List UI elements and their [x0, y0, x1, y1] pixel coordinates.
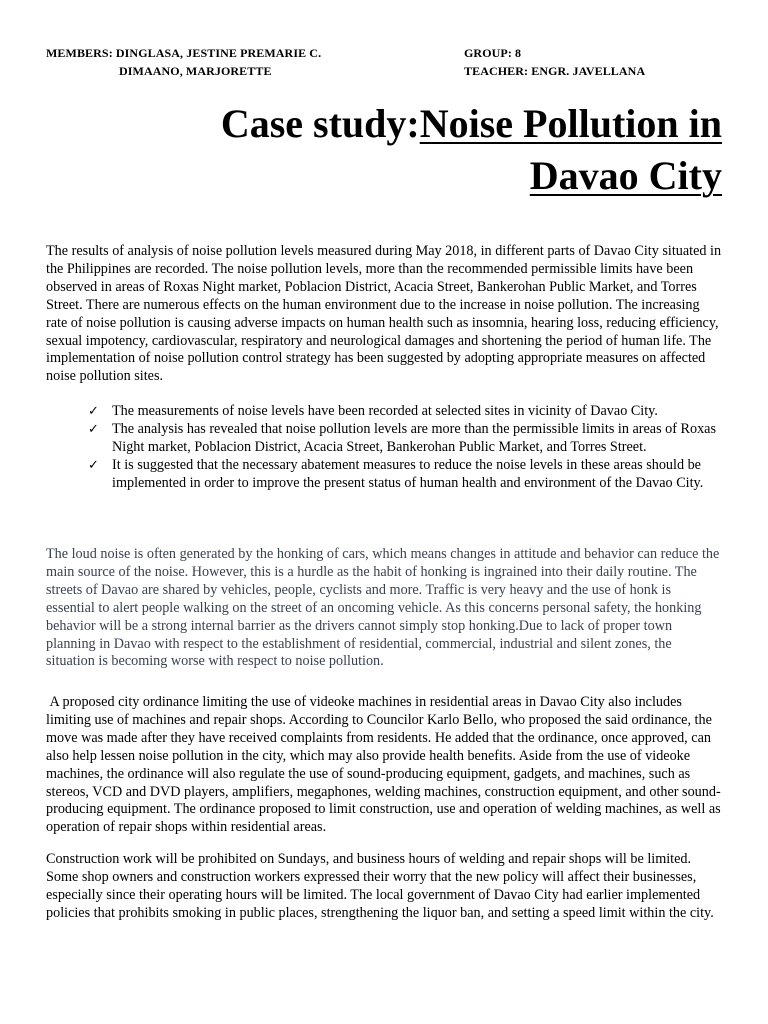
checklist-item-text: It is suggested that the necessary abatement measures to reduce the noise levels in these areas should be implemented in order to improve the present status of human health and environment of the Davao City.	[112, 456, 704, 491]
members-line-1: MEMBERS: DINGLASA, JESTINE PREMARIE C.	[46, 46, 322, 60]
page-title	[221, 98, 722, 202]
group-label: GROUP: 8	[464, 46, 522, 60]
checklist-item	[88, 457, 718, 493]
title-underlined-2: Davao City	[529, 153, 722, 198]
teacher-label: TEACHER: ENGR. JAVELLANA	[464, 64, 646, 78]
honking-paragraph: The loud noise is often generated by the honking of cars, which means changes in attitude and behavior can reduce the main source of the noise. However, this is a hurdle as the habit of honking is ingrained into their daily routine. The streets of Davao are shared by vehicles, people, cyclists and more. Traffic is very heavy and the use of honk is essential to alert people walking on the street of an oncoming vehicle. As this concerns personal safety, the honking behavior will be a strong internal barrier as the drivers cannot simply stop honking.Due to lack of proper town planning in Davao with respect to the establishment of residential, commercial, industrial and silent zones, the situation is becoming worse with respect to noise pollution.	[46, 546, 720, 670]
checkmark-icon: ✓	[88, 457, 99, 473]
ordinance-text: A proposed city ordinance limiting the use of videoke machines in residential areas in Davao City also includes limiting use of machines and repair shops. According to Councilor Karlo Bello, who proposed the said ordinance, the move was made after they have received complaints from residents. He added that the ordinance, once approved, can also help lessen noise pollution in the city, which may also provide health benefits. Aside from the use of videoke machines, the ordinance will also regulate the use of sound-producing equipment, gadgets, and machines, such as stereos, VCD and DVD players, amplifiers, megaphones, welding machines, construction equipment, and other sound-producing equipment. The ordinance proposed to limit construction, use and operation of welding machines, as well as operation of repair shops within residential areas.	[46, 694, 721, 836]
checklist-item	[88, 421, 718, 457]
title-prefix: Case study:	[220, 101, 420, 146]
checklist-item-text: The measurements of noise levels have been recorded at selected sites in vicinity of Davao City.	[112, 403, 658, 419]
title-underlined-1: Noise Pollution in	[419, 101, 722, 146]
members-block	[46, 44, 321, 80]
checkmark-icon: ✓	[88, 404, 99, 419]
findings-checklist	[88, 403, 718, 493]
members-line-2: DIMAANO, MARJORETTE	[119, 64, 272, 78]
checklist-item-text: The analysis has revealed that noise pollution levels are more than the permissible limits in areas of Roxas Night market, Poblacion District, Acacia Street, Bankerohan Public Market, and Torres Street.	[112, 420, 716, 455]
ordinance-paragraph	[46, 694, 722, 837]
construction-paragraph: Construction work will be prohibited on Sundays, and business hours of welding and repair shops will be limited. Some shop owners and construction workers expressed their worry that the new policy will affect their businesses, especially since their operating hours will be limited. The local government of Davao City had earlier implemented policies that prohibits smoking in public places, strengthening the liquor ban, and setting a speed limit within the city.	[46, 851, 714, 921]
checklist-item	[88, 403, 718, 421]
checkmark-icon: ✓	[88, 421, 99, 437]
intro-paragraph: The results of analysis of noise pollution levels measured during May 2018, in different parts of Davao City situated in the Philippines are recorded. The noise pollution levels, more than the recommended permissible limits have been observed in areas of Roxas Night market, Poblacion District, Acacia Street, Bankerohan Public Market, and Torres Street. There are numerous effects on the human environment due to the increase in noise pollution. The increasing rate of noise pollution is causing adverse impacts on human health such as insomnia, hearing loss, reducing efficiency, sexual impotency, cardiovascular, respiratory and neurological damages and shortening the period of human life. The implementation of noise pollution control strategy has been suggested by adopting appropriate measures on affected noise pollution sites.	[46, 243, 722, 385]
group-teacher-block	[464, 44, 645, 80]
